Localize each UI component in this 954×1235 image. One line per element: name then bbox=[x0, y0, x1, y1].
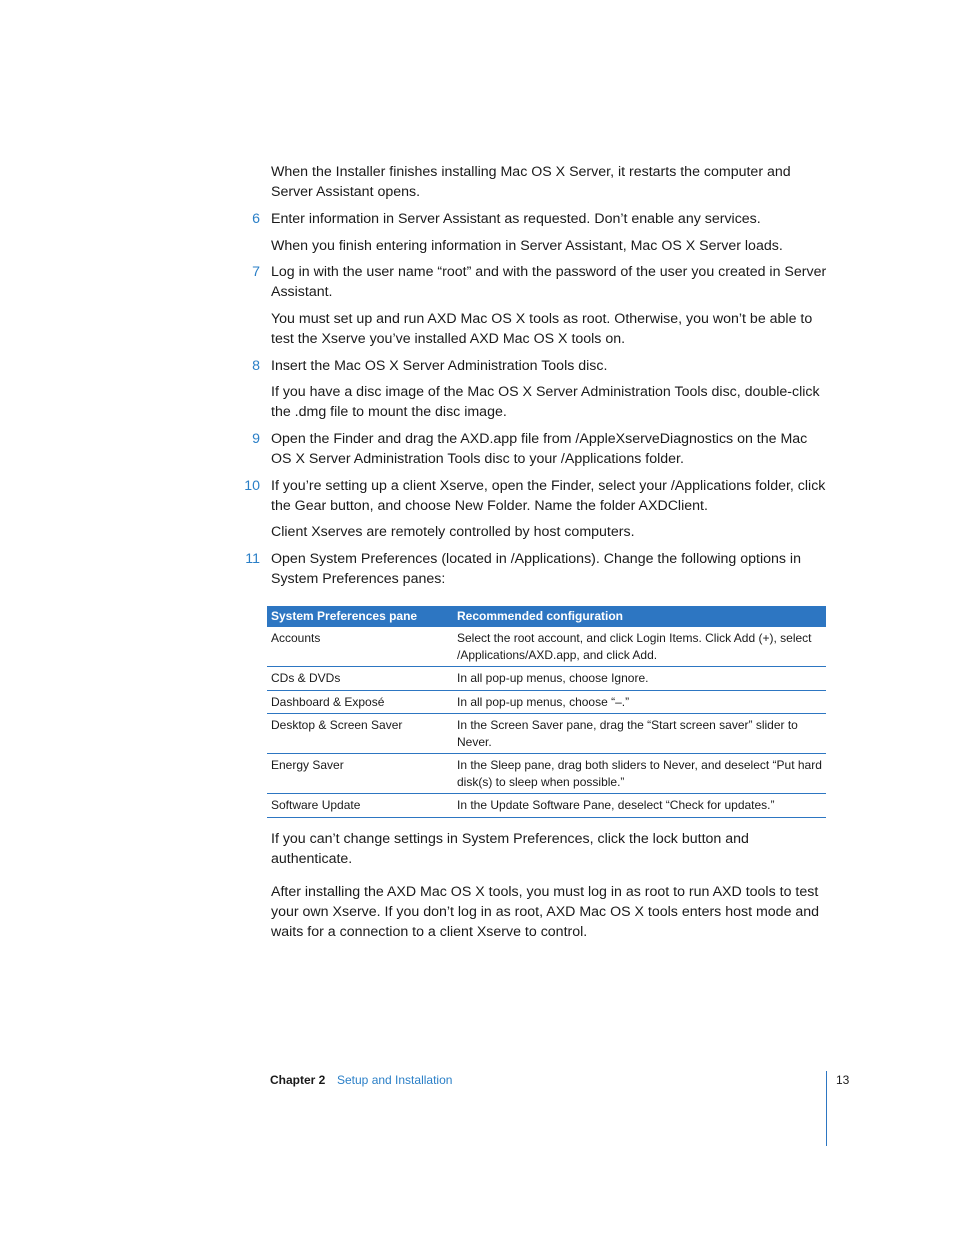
step-number-7: 7 bbox=[252, 264, 260, 280]
table-header-pane: System Preferences pane bbox=[267, 606, 453, 627]
paragraph-step7-note: You must set up and run AXD Mac OS X tools as root. Otherwise, you won’t be able to test the Xserve you’ve installed AXD Mac OS X tools on. bbox=[271, 311, 813, 347]
footer-divider bbox=[826, 1071, 827, 1146]
step-7-text: Log in with the user name “root” and with the password of the user you created in Server Assistant. bbox=[271, 264, 827, 300]
paragraph-step10-note: Client Xserves are remotely controlled by host computers. bbox=[271, 524, 635, 540]
table-cell-pane: Energy Saver bbox=[267, 754, 453, 794]
table-cell-configuration: In the Sleep pane, drag both sliders to Never, and deselect “Put hard disk(s) to sleep when possible.” bbox=[453, 754, 826, 794]
preferences-table bbox=[267, 606, 826, 818]
table-cell-configuration: In the Screen Saver pane, drag the “Start screen saver” slider to Never. bbox=[453, 714, 826, 754]
table-header-row bbox=[267, 606, 826, 627]
step-number-10: 10 bbox=[244, 478, 260, 494]
table-header-configuration: Recommended configuration bbox=[453, 606, 826, 627]
table-cell-configuration: In all pop-up menus, choose “–.” bbox=[453, 690, 826, 714]
step-8-text: Insert the Mac OS X Server Administration Tools disc. bbox=[271, 358, 608, 374]
table-row bbox=[267, 627, 826, 667]
table-row bbox=[267, 714, 826, 754]
table-cell-pane: Accounts bbox=[267, 627, 453, 667]
step-10-text: If you’re setting up a client Xserve, open the Finder, select your /Applications folder, click the Gear button, and choose New Folder. Name the folder AXDClient. bbox=[271, 478, 826, 514]
table-cell-pane: Software Update bbox=[267, 794, 453, 818]
step-number-11: 11 bbox=[245, 551, 260, 567]
step-number-9: 9 bbox=[252, 431, 260, 447]
table-row bbox=[267, 754, 826, 794]
table-cell-configuration: In all pop-up menus, choose Ignore. bbox=[453, 667, 826, 691]
paragraph-root: After installing the AXD Mac OS X tools, you must log in as root to run AXD tools to test your own Xserve. If you don’t log in as root, AXD Mac OS X tools enters host mode and waits for a connection to a client Xserve to control. bbox=[271, 884, 820, 940]
footer-chapter-title: Setup and Installation bbox=[337, 1073, 453, 1087]
step-number-6: 6 bbox=[252, 211, 260, 227]
paragraph-lock: If you can’t change settings in System Preferences, click the lock button and authenticate. bbox=[271, 831, 749, 867]
table-cell-configuration: Select the root account, and click Login Items. Click Add (+), select /Applications/AXD.app, and click Add. bbox=[453, 627, 826, 667]
paragraph-step8-note: If you have a disc image of the Mac OS X Server Administration Tools disc, double-click the .dmg file to mount the disc image. bbox=[271, 384, 820, 420]
table-cell-pane: Desktop & Screen Saver bbox=[267, 714, 453, 754]
footer-chapter: Chapter 2 bbox=[270, 1073, 326, 1087]
page-number: 13 bbox=[836, 1073, 850, 1087]
table-cell-configuration: In the Update Software Pane, deselect “Check for updates.” bbox=[453, 794, 826, 818]
table-cell-pane: Dashboard & Exposé bbox=[267, 690, 453, 714]
step-6-text: Enter information in Server Assistant as requested. Don’t enable any services. bbox=[271, 211, 761, 227]
table-row bbox=[267, 667, 826, 691]
step-number-8: 8 bbox=[252, 358, 260, 374]
paragraph-installer: When the Installer finishes installing Mac OS X Server, it restarts the computer and Server Assistant opens. bbox=[271, 164, 791, 200]
step-11-text: Open System Preferences (located in /Applications). Change the following options in System Preferences panes: bbox=[271, 551, 801, 587]
table-row bbox=[267, 690, 826, 714]
paragraph-step6-note: When you finish entering information in Server Assistant, Mac OS X Server loads. bbox=[271, 238, 783, 254]
step-9-text: Open the Finder and drag the AXD.app file from /AppleXserveDiagnostics on the Mac OS X Server Administration Tools disc to your /Applications folder. bbox=[271, 431, 808, 467]
table-cell-pane: CDs & DVDs bbox=[267, 667, 453, 691]
table-row bbox=[267, 794, 826, 818]
